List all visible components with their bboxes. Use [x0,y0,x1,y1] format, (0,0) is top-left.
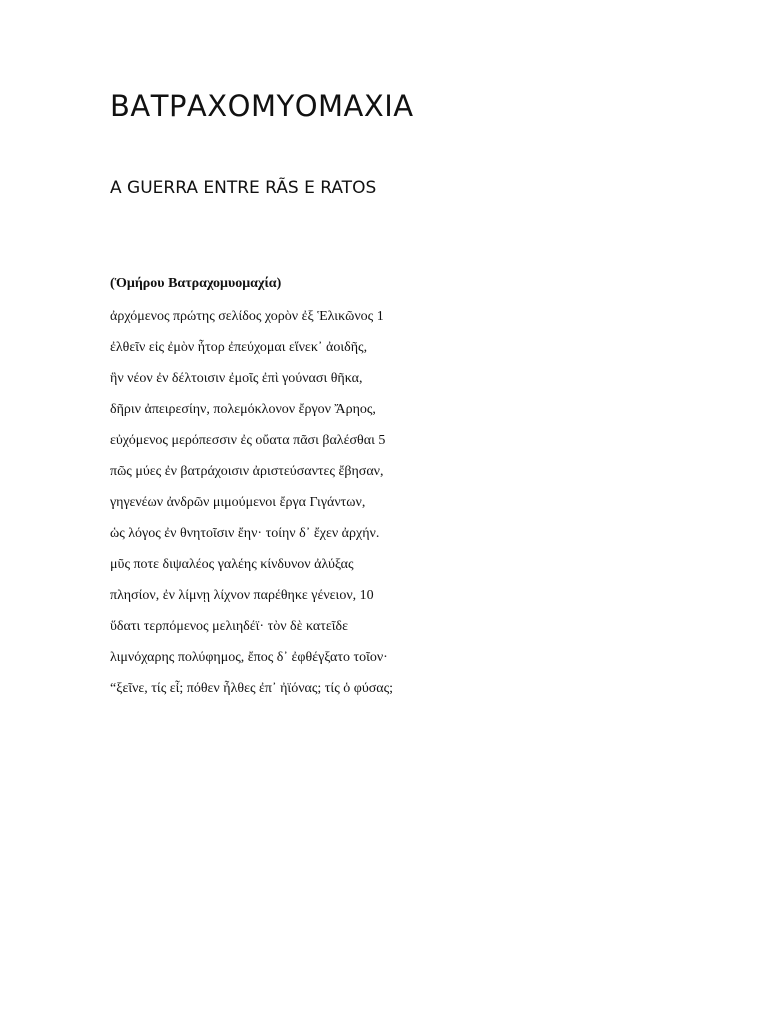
document-subtitle: A GUERRA ENTRE RÃS E RATOS [110,178,377,198]
verse-line: πλησίον, ἐν λίμνῃ λίχνον παρέθηκε γένειον, 10 [110,588,374,603]
verse-line: ὡς λόγος ἐν θνητοῖσιν ἔην· τοίην δ᾽ ἔχεν ἀρχήν. [110,526,380,541]
verse-line: μῦς ποτε διψαλέος γαλέης κίνδυνον ἀλύξας [110,557,354,572]
verse-line: ὕδατι τερπόμενος μελιηδέϊ· τὸν δὲ κατεῖδε [110,619,349,634]
poem-verses [110,305,393,708]
verse-line: πῶς μύες ἐν βατράχοισιν ἀριστεύσαντες ἔβησαν, [110,464,384,479]
document-title: ΒΑΤΡΑΧΟΜΥΟΜΑΧΙΑ [110,89,414,123]
verse-line: γηγενέων ἀνδρῶν μιμούμενοι ἔργα Γιγάντων, [110,495,366,510]
verse-line: λιμνόχαρης πολύφημος, ἔπος δ᾽ ἐφθέγξατο τοῖον· [110,650,388,665]
verse-line: εὐχόμενος μερόπεσσιν ἐς οὔατα πᾶσι βαλέσθαι 5 [110,433,386,448]
verse-line: “ξεῖνε, τίς εἶ; πόθεν ἦλθες ἐπ᾽ ἠϊόνας; τίς ὁ φύσας; [110,681,394,696]
verse-line: δῆριν ἀπειρεσίην, πολεμόκλονον ἔργον Ἄρηος, [110,402,376,417]
verse-line: ἣν νέον ἐν δέλτοισιν ἐμοῖς ἐπὶ γούνασι θῆκα, [110,371,363,386]
verse-line: ἀρχόμενος πρώτης σελίδος χορὸν ἐξ Ἑλικῶνος 1 [110,309,384,324]
verse-line: ἐλθεῖν εἰς ἐμὸν ἦτορ ἐπεύχομαι εἵνεκ᾽ ἀοιδῆς, [110,340,368,355]
poem-heading: (Ὁμήρου Βατραχομυομαχία) [110,276,282,291]
